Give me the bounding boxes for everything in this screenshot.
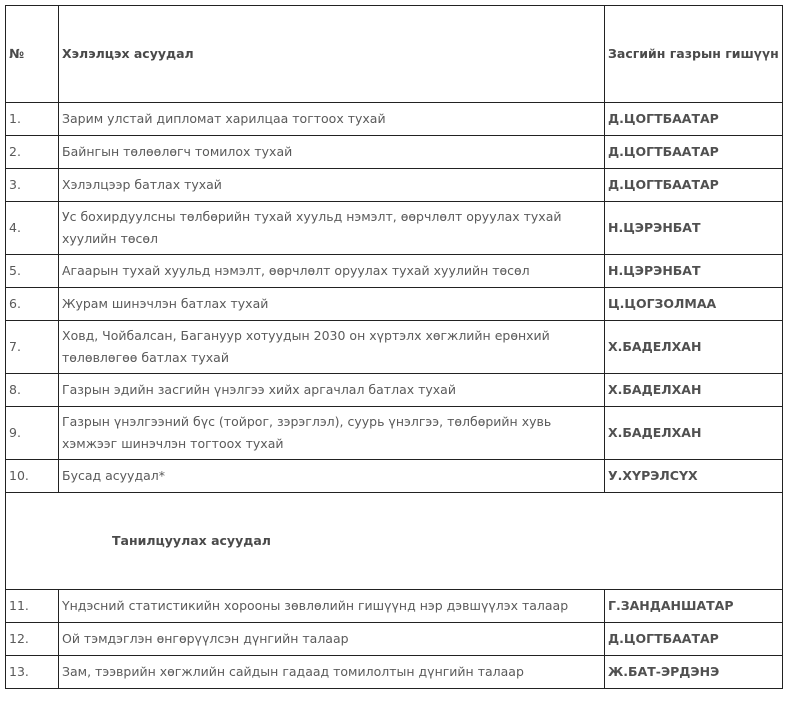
table-row xyxy=(6,202,783,255)
table-row xyxy=(6,590,783,623)
table-row xyxy=(6,321,783,374)
row-minister: Х.БАДЕЛХАН xyxy=(605,321,783,374)
row-minister: Д.ЦОГТБААТАР xyxy=(605,103,783,136)
row-num: 1. xyxy=(6,103,59,136)
row-minister: Н.ЦЭРЭНБАТ xyxy=(605,255,783,288)
row-num: 5. xyxy=(6,255,59,288)
header-minister: Засгийн газрын гишүүн xyxy=(605,6,783,103)
row-num: 13. xyxy=(6,656,59,689)
table-row xyxy=(6,136,783,169)
row-item: Агаарын тухай хуульд нэмэлт, өөрчлөлт оруулах тухай хуулийн төсөл xyxy=(59,255,605,288)
section-title: Танилцуулах асуудал xyxy=(6,493,783,590)
table-row xyxy=(6,656,783,689)
row-num: 4. xyxy=(6,202,59,255)
row-num: 12. xyxy=(6,623,59,656)
row-minister: Г.ЗАНДАНШАТАР xyxy=(605,590,783,623)
row-num: 11. xyxy=(6,590,59,623)
row-item: Газрын эдийн засгийн үнэлгээ хийх аргачлал батлах тухай xyxy=(59,374,605,407)
row-num: 2. xyxy=(6,136,59,169)
table-row xyxy=(6,288,783,321)
header-num: № xyxy=(6,6,59,103)
row-item: Зам, тээврийн хөгжлийн сайдын гадаад томилолтын дүнгийн талаар xyxy=(59,656,605,689)
row-item: Ой тэмдэглэн өнгөрүүлсэн дүнгийн талаар xyxy=(59,623,605,656)
row-minister: Х.БАДЕЛХАН xyxy=(605,407,783,460)
row-item: Ховд, Чойбалсан, Багануур хотуудын 2030 он хүртэлх хөгжлийн ерөнхий төлөвлөгөө батлах тухай xyxy=(59,321,605,374)
row-minister: Ц.ЦОГЗОЛМАА xyxy=(605,288,783,321)
row-minister: Д.ЦОГТБААТАР xyxy=(605,623,783,656)
table-row xyxy=(6,460,783,493)
row-minister: У.ХҮРЭЛСҮХ xyxy=(605,460,783,493)
row-item: Хэлэлцээр батлах тухай xyxy=(59,169,605,202)
row-num: 10. xyxy=(6,460,59,493)
table-row xyxy=(6,407,783,460)
table-row xyxy=(6,623,783,656)
row-item: Зарим улстай дипломат харилцаа тогтоох тухай xyxy=(59,103,605,136)
row-item: Ус бохирдуулсны төлбөрийн тухай хуульд нэмэлт, өөрчлөлт оруулах тухай хуулийн төсөл xyxy=(59,202,605,255)
row-num: 6. xyxy=(6,288,59,321)
row-num: 9. xyxy=(6,407,59,460)
table-row xyxy=(6,169,783,202)
row-minister: Ж.БАТ-ЭРДЭНЭ xyxy=(605,656,783,689)
row-minister: Д.ЦОГТБААТАР xyxy=(605,169,783,202)
row-item: Газрын үнэлгээний бүс (тойрог, зэрэглэл), суурь үнэлгээ, төлбөрийн хувь хэмжээг шинэчлэн тогтоох тухай xyxy=(59,407,605,460)
row-item: Бусад асуудал* xyxy=(59,460,605,493)
section-row xyxy=(6,493,783,590)
row-item: Үндэсний статистикийн хорооны зөвлөлийн гишүүнд нэр дэвшүүлэх талаар xyxy=(59,590,605,623)
row-num: 8. xyxy=(6,374,59,407)
table-row xyxy=(6,255,783,288)
row-num: 7. xyxy=(6,321,59,374)
row-num: 3. xyxy=(6,169,59,202)
table-row xyxy=(6,374,783,407)
row-item: Журам шинэчлэн батлах тухай xyxy=(59,288,605,321)
table-row xyxy=(6,103,783,136)
header-row xyxy=(6,6,783,103)
agenda-table xyxy=(5,5,783,689)
header-item: Хэлэлцэх асуудал xyxy=(59,6,605,103)
row-minister: Н.ЦЭРЭНБАТ xyxy=(605,202,783,255)
row-item: Байнгын төлөөлөгч томилох тухай xyxy=(59,136,605,169)
row-minister: Д.ЦОГТБААТАР xyxy=(605,136,783,169)
row-minister: Х.БАДЕЛХАН xyxy=(605,374,783,407)
